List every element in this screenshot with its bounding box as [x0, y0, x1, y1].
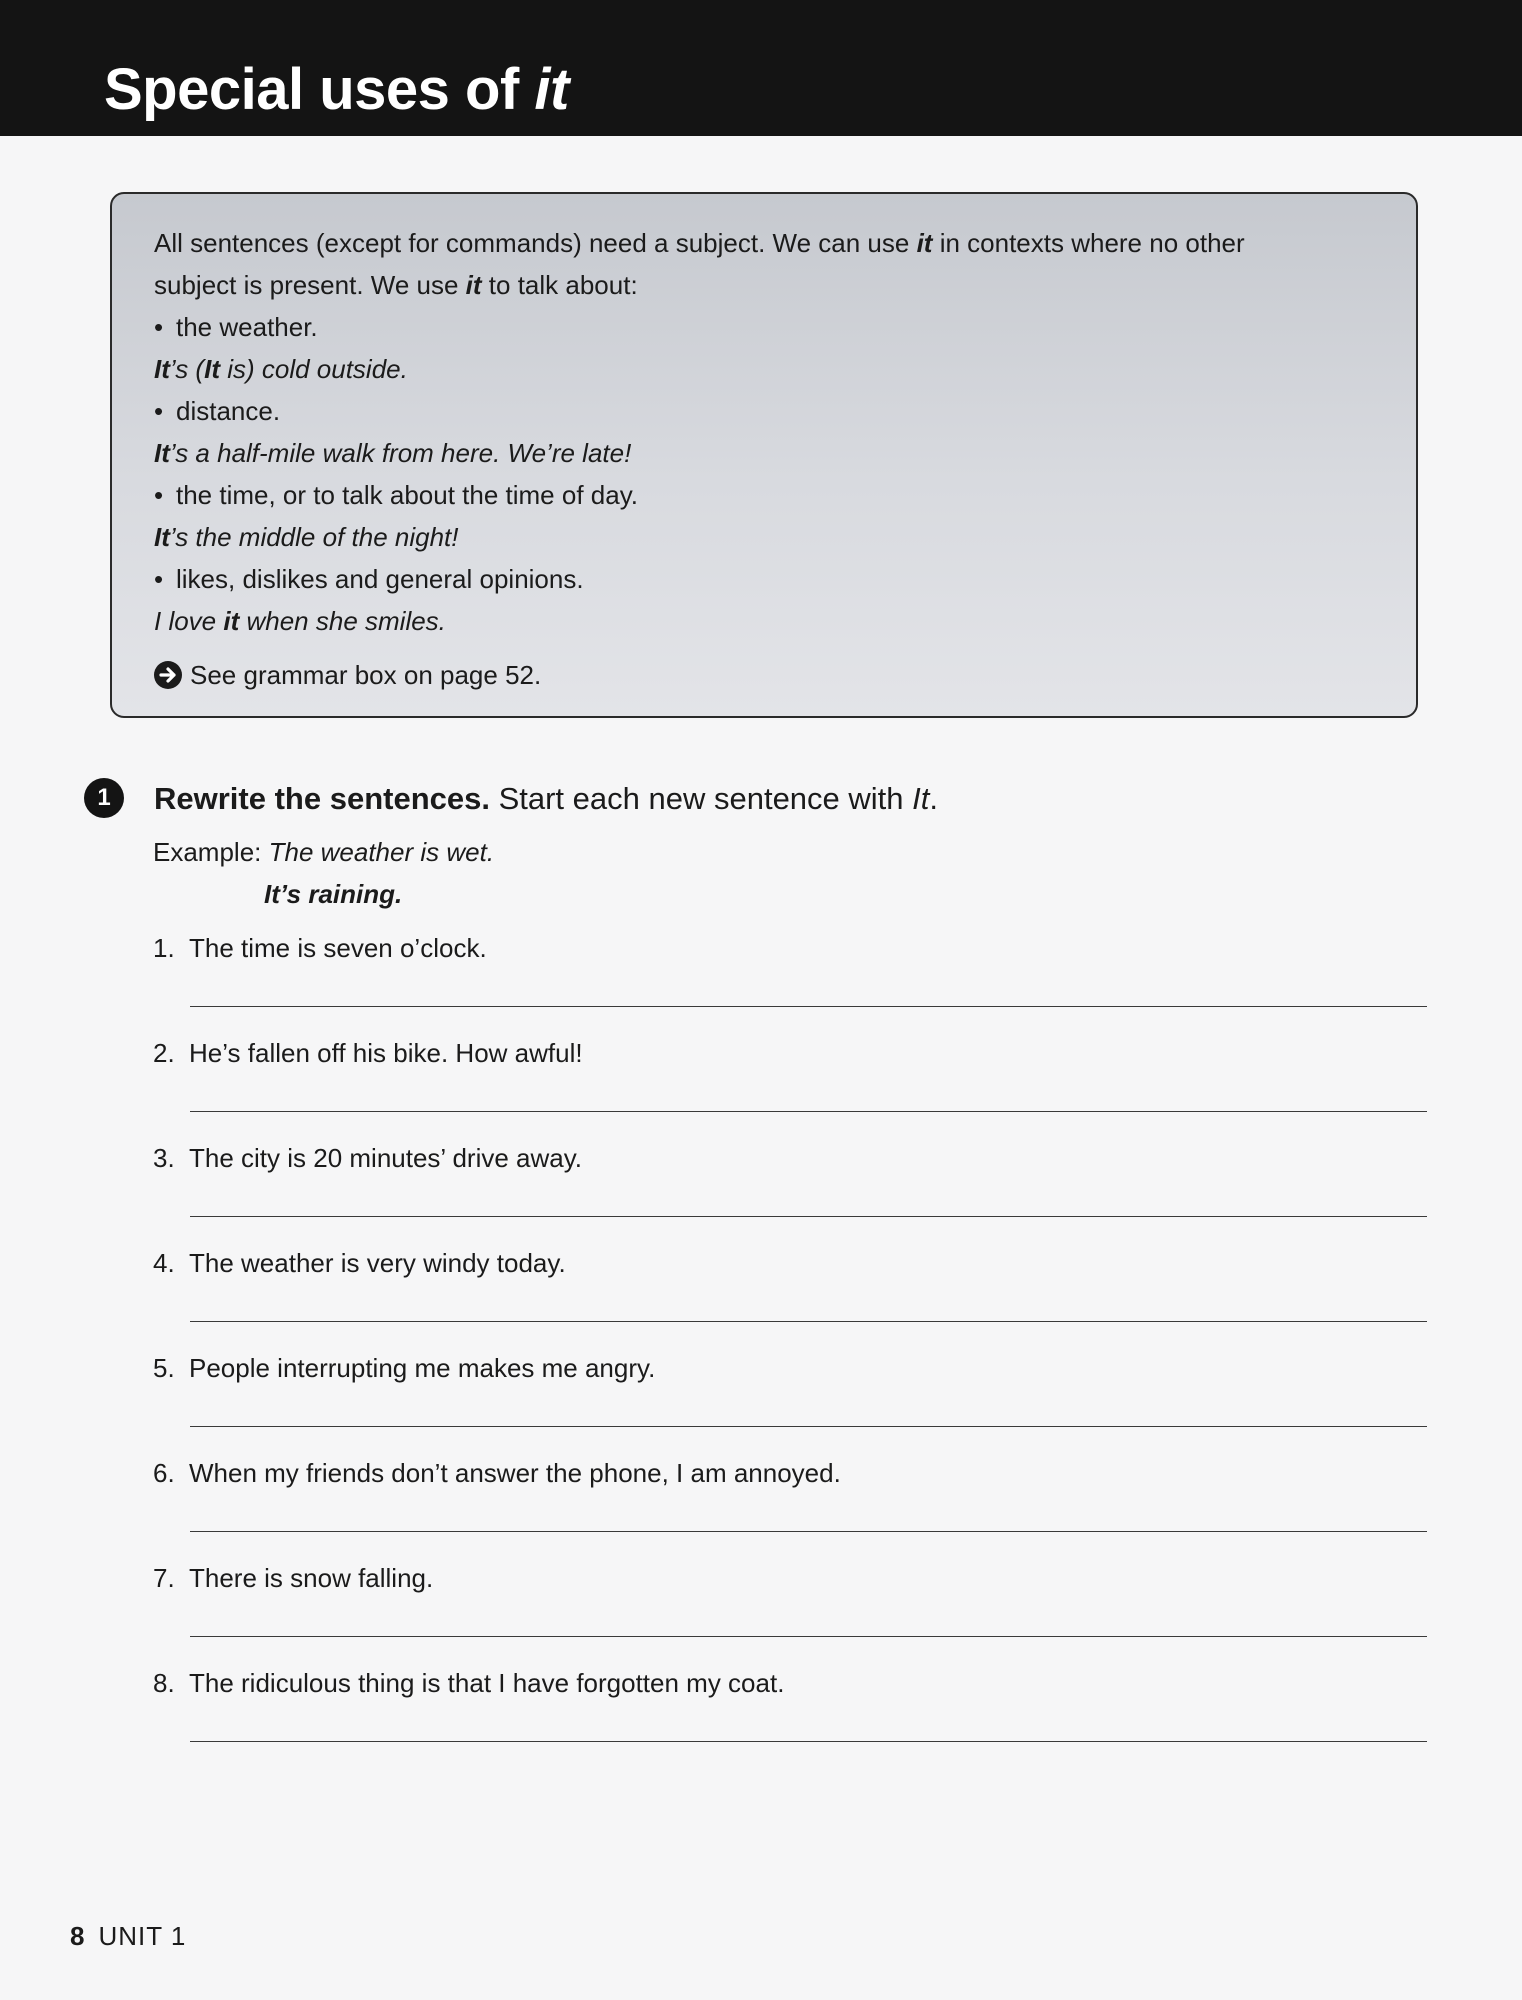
grammar-intro-line-2: subject is present. We use it to talk about:: [154, 270, 638, 300]
grammar-bullet-time: • the time, or to talk about the time of day.: [154, 474, 1376, 516]
exercise-item: 2. He’s fallen off his bike. How awful!: [153, 1033, 1427, 1138]
exercise-item: 6. When my friends don’t answer the phone, I am annoyed.: [153, 1453, 1427, 1558]
item-prompt: The time is seven o’clock.: [189, 933, 487, 963]
grammar-example-distance: It’s a half-mile walk from here. We’re late!: [154, 438, 632, 468]
grammar-bullet-weather: • the weather.: [154, 306, 1376, 348]
exercise-item: 4. The weather is very windy today.: [153, 1243, 1427, 1348]
grammar-example-opinions: I love it when she smiles.: [154, 606, 446, 636]
bullet-icon: •: [154, 480, 164, 510]
grammar-example-time: It’s the middle of the night!: [154, 522, 459, 552]
item-prompt: When my friends don’t answer the phone, I am annoyed.: [189, 1458, 841, 1488]
answer-line[interactable]: [190, 1006, 1427, 1007]
exercise-item: 5. People interrupting me makes me angry.: [153, 1348, 1427, 1453]
bullet-icon: •: [154, 564, 164, 594]
answer-line[interactable]: [190, 1636, 1427, 1637]
item-prompt: The city is 20 minutes’ drive away.: [189, 1143, 583, 1173]
exercise-item: 3. The city is 20 minutes’ drive away.: [153, 1138, 1427, 1243]
bullet-icon: •: [154, 312, 164, 342]
grammar-box: [110, 192, 1418, 718]
item-prompt: He’s fallen off his bike. How awful!: [189, 1038, 583, 1068]
item-prompt: There is snow falling.: [189, 1563, 434, 1593]
exercise-item: 1. The time is seven o’clock.: [153, 928, 1427, 1033]
grammar-intro-line-1: All sentences (except for commands) need a subject. We can use it in contexts where no other: [154, 228, 1245, 258]
answer-line[interactable]: [190, 1216, 1427, 1217]
page-number: 8: [70, 1921, 85, 1951]
grammar-example-weather: It’s (It is) cold outside.: [154, 354, 408, 384]
page-header: [0, 0, 1522, 136]
bullet-icon: •: [154, 396, 164, 426]
exercise-instruction: Rewrite the sentences. Start each new sentence with It.: [154, 781, 939, 816]
answer-line[interactable]: [190, 1531, 1427, 1532]
arrow-right-icon: [154, 661, 182, 689]
grammar-bullet-distance: • distance.: [154, 390, 1376, 432]
answer-line[interactable]: [190, 1111, 1427, 1112]
grammar-bullet-opinions: • likes, dislikes and general opinions.: [154, 558, 1376, 600]
see-also-reference: See grammar box on page 52.: [154, 654, 1376, 696]
unit-label: UNIT 1: [98, 1921, 187, 1951]
item-prompt: People interrupting me makes me angry.: [189, 1353, 656, 1383]
exercise-item: 7. There is snow falling.: [153, 1558, 1427, 1663]
item-prompt: The ridiculous thing is that I have forgotten my coat.: [189, 1668, 785, 1698]
exercise-item: 8. The ridiculous thing is that I have forgotten my coat.: [153, 1663, 1427, 1768]
page-footer: [70, 1918, 186, 1954]
exercise-example-answer: It’s raining.: [264, 879, 403, 909]
exercise-number-badge: 1: [84, 778, 124, 818]
page-title: Special uses of it: [104, 57, 569, 122]
item-prompt: The weather is very windy today.: [189, 1248, 566, 1278]
answer-line[interactable]: [190, 1741, 1427, 1742]
answer-line[interactable]: [190, 1321, 1427, 1322]
answer-line[interactable]: [190, 1426, 1427, 1427]
exercise-example: Example: The weather is wet.: [153, 837, 495, 867]
